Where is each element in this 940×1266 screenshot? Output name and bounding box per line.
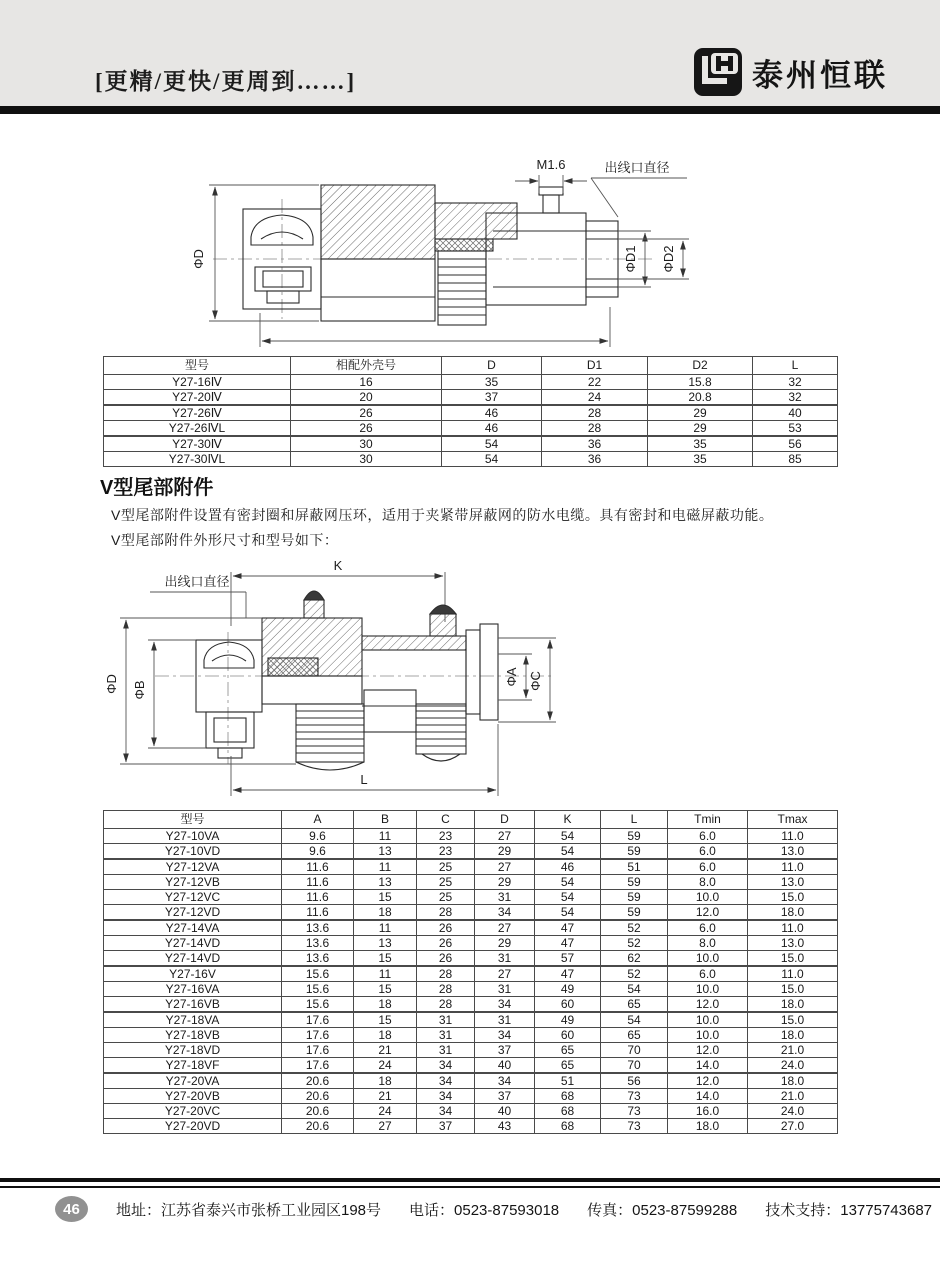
table-cell: 13.6 [282, 936, 354, 951]
table-cell: 73 [601, 1089, 668, 1104]
table-cell: 26 [417, 936, 475, 951]
shell-dimension-table-wrap [103, 356, 837, 467]
table-cell: 24 [354, 1104, 417, 1119]
table-cell: 51 [535, 1073, 601, 1089]
dim-label-a: ΦA [504, 667, 519, 687]
table-cell: 27 [475, 966, 535, 982]
table-cell: Y27-12VB [104, 875, 282, 890]
table-cell: 24.0 [748, 1104, 838, 1119]
table-cell: 15.6 [282, 982, 354, 997]
table-cell: 73 [601, 1119, 668, 1134]
table-cell: Y27-10VD [104, 844, 282, 860]
table-cell: Y27-16V [104, 966, 282, 982]
footer-phone: 电话：0523-87593018 [409, 1201, 560, 1219]
table-cell: 54 [442, 452, 542, 467]
table-cell: 15.0 [748, 1012, 838, 1028]
column-header: D1 [542, 357, 648, 375]
dim-label-thread: M1.6 [536, 157, 566, 172]
table-cell: Y27-14VA [104, 920, 282, 936]
column-header: C [417, 811, 475, 829]
table-row [104, 844, 838, 860]
table-cell: 18.0 [748, 1028, 838, 1043]
column-header: D [442, 357, 542, 375]
table-row [104, 936, 838, 951]
table-cell: 65 [601, 997, 668, 1013]
table-cell: 12.0 [668, 905, 748, 921]
table-cell: 59 [601, 829, 668, 844]
table-cell: 52 [601, 966, 668, 982]
table-cell: 13.0 [748, 844, 838, 860]
table-cell: 8.0 [668, 875, 748, 890]
table-row [104, 1089, 838, 1104]
column-header: L [601, 811, 668, 829]
table-cell: 34 [475, 997, 535, 1013]
table-cell: 11 [354, 920, 417, 936]
column-header: 型号 [104, 357, 291, 375]
table-cell: 31 [417, 1012, 475, 1028]
table-cell: 28 [542, 405, 648, 421]
table-cell: 31 [417, 1043, 475, 1058]
table-cell: 32 [753, 390, 838, 406]
table-cell: 47 [535, 936, 601, 951]
table-cell: 37 [442, 390, 542, 406]
table-cell: 36 [542, 436, 648, 452]
table-cell: Y27-12VC [104, 890, 282, 905]
table-cell: 37 [475, 1089, 535, 1104]
table-cell: 21 [354, 1043, 417, 1058]
table-cell: 28 [417, 982, 475, 997]
table-cell: 25 [417, 859, 475, 875]
table-cell: 10.0 [668, 1012, 748, 1028]
table-cell: 26 [291, 405, 442, 421]
table-cell: Y27-12VD [104, 905, 282, 921]
table-cell: Y27-18VF [104, 1058, 282, 1074]
table-cell: 6.0 [668, 920, 748, 936]
dim-label-d-2: ΦD [104, 674, 119, 694]
table-row [104, 1058, 838, 1074]
table-cell: 12.0 [668, 1043, 748, 1058]
table-cell: Y27-20VA [104, 1073, 282, 1089]
table-cell: Y27-20VD [104, 1119, 282, 1134]
table-cell: 28 [542, 421, 648, 437]
table-cell: 26 [417, 920, 475, 936]
table-row [104, 920, 838, 936]
table-cell: 54 [442, 436, 542, 452]
table-cell: 20.6 [282, 1104, 354, 1119]
table-row [104, 421, 838, 437]
table-cell: Y27-20Ⅳ [104, 390, 291, 406]
v-tail-dimension-table-wrap [103, 810, 837, 1134]
table-cell: 59 [601, 875, 668, 890]
company-logo-icon [694, 48, 742, 96]
table-cell: 52 [601, 920, 668, 936]
table-cell: 15 [354, 982, 417, 997]
table-cell: 73 [601, 1104, 668, 1119]
table-cell: 49 [535, 1012, 601, 1028]
column-header: K [535, 811, 601, 829]
table-cell: 20 [291, 390, 442, 406]
table-cell: 11.0 [748, 859, 838, 875]
dim-label-d2: ΦD2 [661, 245, 676, 273]
table-row [104, 1104, 838, 1119]
table-cell: 12.0 [668, 1073, 748, 1089]
table-cell: 16.0 [668, 1104, 748, 1119]
table-cell: 46 [442, 405, 542, 421]
table-cell: 20.8 [648, 390, 753, 406]
table-cell: 31 [475, 982, 535, 997]
table-cell: 20.6 [282, 1089, 354, 1104]
table-cell: 29 [648, 421, 753, 437]
table-cell: 20.6 [282, 1119, 354, 1134]
table-cell: 52 [601, 936, 668, 951]
dim-label-c: ΦC [528, 671, 543, 691]
table-cell: 40 [475, 1058, 535, 1074]
table-cell: 11.6 [282, 875, 354, 890]
table-cell: Y27-18VD [104, 1043, 282, 1058]
column-header: D [475, 811, 535, 829]
table-cell: Y27-16VA [104, 982, 282, 997]
table-cell: Y27-18VA [104, 1012, 282, 1028]
table-cell: 18 [354, 905, 417, 921]
section-title: V型尾部附件 [100, 477, 214, 499]
table-cell: 27 [475, 920, 535, 936]
table-cell: 10.0 [668, 951, 748, 967]
table-cell: 29 [475, 844, 535, 860]
table-cell: 60 [535, 1028, 601, 1043]
table-cell: 43 [475, 1119, 535, 1134]
table-cell: 21.0 [748, 1089, 838, 1104]
table-cell: 23 [417, 829, 475, 844]
table-cell: 18.0 [668, 1119, 748, 1134]
table-cell: 6.0 [668, 966, 748, 982]
table-cell: 15.0 [748, 951, 838, 967]
section-paragraph-2: V型尾部附件外形尺寸和型号如下： [111, 532, 339, 548]
table-cell: 25 [417, 890, 475, 905]
table-cell: 59 [601, 905, 668, 921]
table-cell: 27 [475, 829, 535, 844]
table-cell: Y27-26Ⅳ [104, 405, 291, 421]
table-cell: 15 [354, 1012, 417, 1028]
dim-label-d: ΦD [191, 249, 206, 269]
table-cell: 11.6 [282, 859, 354, 875]
table-cell: 10.0 [668, 1028, 748, 1043]
column-header: 相配外壳号 [291, 357, 442, 375]
table-cell: 18.0 [748, 1073, 838, 1089]
table-cell: 46 [535, 859, 601, 875]
table-cell: 70 [601, 1058, 668, 1074]
table-cell: 60 [535, 997, 601, 1013]
table-cell: 16 [291, 375, 442, 390]
table-cell: 30 [291, 436, 442, 452]
dim-label-k: K [333, 558, 343, 573]
table-cell: 11 [354, 966, 417, 982]
table-row [104, 1012, 838, 1028]
table-cell: 49 [535, 982, 601, 997]
column-header: L [753, 357, 838, 375]
v-tail-dimension-table [103, 810, 838, 1134]
table-cell: 28 [417, 966, 475, 982]
table-row [104, 452, 838, 467]
table-cell: 54 [601, 982, 668, 997]
table-cell: 17.6 [282, 1028, 354, 1043]
table-cell: 37 [475, 1043, 535, 1058]
table-cell: Y27-10VA [104, 829, 282, 844]
table-cell: 20.6 [282, 1073, 354, 1089]
table-cell: 34 [475, 1073, 535, 1089]
table-cell: 11 [354, 859, 417, 875]
section-paragraph-1: V型尾部附件设置有密封圈和屏蔽网压环，适用于夹紧带屏蔽网的防水电缆。具有密封和电磁屏蔽功能。 [111, 507, 774, 523]
table-cell: 68 [535, 1104, 601, 1119]
table-cell: 18 [354, 997, 417, 1013]
footer-rule-thick [0, 1178, 940, 1182]
table-cell: 11.0 [748, 829, 838, 844]
table-cell: 30 [291, 452, 442, 467]
table-cell: 29 [475, 936, 535, 951]
table-cell: 35 [648, 452, 753, 467]
table-cell: 68 [535, 1089, 601, 1104]
table-cell: 31 [475, 890, 535, 905]
table-row [104, 829, 838, 844]
table-cell: 13.6 [282, 951, 354, 967]
table-row [104, 1043, 838, 1058]
table-cell: 37 [417, 1119, 475, 1134]
dim-label-outlet-2: 出线口直径 [164, 574, 230, 589]
table-cell: 13.6 [282, 920, 354, 936]
table-cell: Y27-30Ⅳ [104, 436, 291, 452]
table-cell: 59 [601, 844, 668, 860]
table-row [104, 951, 838, 967]
table-cell: 54 [535, 905, 601, 921]
table-cell: Y27-20VC [104, 1104, 282, 1119]
table-cell: 34 [417, 1104, 475, 1119]
table-cell: 14.0 [668, 1058, 748, 1074]
table-cell: 10.0 [668, 982, 748, 997]
table-cell: 22 [542, 375, 648, 390]
table-cell: 11.0 [748, 920, 838, 936]
table-cell: 65 [601, 1028, 668, 1043]
table-row [104, 1028, 838, 1043]
table-cell: 26 [417, 951, 475, 967]
table-cell: 28 [417, 905, 475, 921]
table-cell: 15 [354, 890, 417, 905]
table-cell: 31 [417, 1028, 475, 1043]
table-cell: 54 [535, 875, 601, 890]
table-row [104, 436, 838, 452]
table-header-row [104, 811, 838, 829]
table-cell: 34 [417, 1089, 475, 1104]
table-cell: Y27-26ⅣL [104, 421, 291, 437]
table-row [104, 405, 838, 421]
footer-address: 地址：江苏省泰兴市张桥工业园区198号 [116, 1201, 382, 1219]
table-cell: 6.0 [668, 844, 748, 860]
table-cell: 65 [535, 1058, 601, 1074]
table-cell: 12.0 [668, 997, 748, 1013]
table-cell: 21 [354, 1089, 417, 1104]
footer-rule-thin [0, 1186, 940, 1188]
table-cell: 18 [354, 1028, 417, 1043]
dim-label-b: ΦB [132, 680, 147, 700]
table-cell: 13.0 [748, 936, 838, 951]
table-cell: 54 [601, 1012, 668, 1028]
table-cell: 9.6 [282, 844, 354, 860]
table-cell: 62 [601, 951, 668, 967]
table-cell: 34 [417, 1073, 475, 1089]
table-row [104, 982, 838, 997]
table-cell: 59 [601, 890, 668, 905]
table-cell: 68 [535, 1119, 601, 1134]
table-row [104, 375, 838, 390]
table-row [104, 905, 838, 921]
table-cell: 34 [475, 905, 535, 921]
table-cell: 24 [542, 390, 648, 406]
table-cell: 15.6 [282, 966, 354, 982]
table-cell: 54 [535, 844, 601, 860]
page-header [0, 0, 940, 106]
table-cell: 36 [542, 452, 648, 467]
table-cell: 13 [354, 844, 417, 860]
table-cell: 11.0 [748, 966, 838, 982]
table-cell: Y27-18VB [104, 1028, 282, 1043]
table-cell: 40 [753, 405, 838, 421]
header-rule [0, 106, 940, 114]
table-cell: 15 [354, 951, 417, 967]
table-cell: 25 [417, 875, 475, 890]
brand-block [694, 48, 888, 96]
dim-label-d1: ΦD1 [623, 245, 638, 273]
table-cell: 15.0 [748, 890, 838, 905]
table-cell: 35 [648, 436, 753, 452]
table-row [104, 1119, 838, 1134]
table-cell: 27.0 [748, 1119, 838, 1134]
table-cell: Y27-16Ⅳ [104, 375, 291, 390]
technical-drawing-connector-section-1 [185, 147, 700, 352]
table-row [104, 859, 838, 875]
table-cell: 13 [354, 936, 417, 951]
table-cell: 15.6 [282, 997, 354, 1013]
table-cell: 17.6 [282, 1043, 354, 1058]
table-cell: 18.0 [748, 905, 838, 921]
table-cell: 47 [535, 920, 601, 936]
table-cell: 65 [535, 1043, 601, 1058]
table-cell: 34 [475, 1028, 535, 1043]
column-header: Tmax [748, 811, 838, 829]
table-cell: 29 [648, 405, 753, 421]
table-cell: 13 [354, 875, 417, 890]
brand-name: 泰州恒联 [752, 57, 888, 93]
table-row [104, 875, 838, 890]
table-row [104, 997, 838, 1013]
table-cell: 11.6 [282, 905, 354, 921]
table-cell: 17.6 [282, 1012, 354, 1028]
table-cell: 51 [601, 859, 668, 875]
column-header: B [354, 811, 417, 829]
table-cell: 40 [475, 1104, 535, 1119]
table-cell: 35 [442, 375, 542, 390]
technical-drawing-v-tail-section [100, 556, 565, 802]
table-row [104, 966, 838, 982]
table-cell: 46 [442, 421, 542, 437]
table-cell: 9.6 [282, 829, 354, 844]
table-cell: Y27-16VB [104, 997, 282, 1013]
shell-dimension-table [103, 356, 838, 467]
footer-tech-support: 技术支持：13775743687 [765, 1201, 933, 1219]
table-cell: 47 [535, 966, 601, 982]
table-cell: 23 [417, 844, 475, 860]
page-footer [55, 1196, 933, 1222]
table-cell: 8.0 [668, 936, 748, 951]
column-header: Tmin [668, 811, 748, 829]
table-cell: 24 [354, 1058, 417, 1074]
table-cell: 54 [535, 890, 601, 905]
table-row [104, 890, 838, 905]
table-cell: Y27-14VD [104, 936, 282, 951]
table-cell: Y27-14VD [104, 951, 282, 967]
table-cell: Y27-30ⅣL [104, 452, 291, 467]
table-cell: 53 [753, 421, 838, 437]
table-cell: 15.8 [648, 375, 753, 390]
table-cell: 56 [753, 436, 838, 452]
table-cell: 10.0 [668, 890, 748, 905]
table-cell: 34 [417, 1058, 475, 1074]
table-cell: 31 [475, 951, 535, 967]
table-cell: 6.0 [668, 829, 748, 844]
table-cell: 6.0 [668, 859, 748, 875]
table-cell: 31 [475, 1012, 535, 1028]
table-cell: 28 [417, 997, 475, 1013]
column-header: 型号 [104, 811, 282, 829]
table-row [104, 390, 838, 406]
table-cell: 18.0 [748, 997, 838, 1013]
table-cell: 70 [601, 1043, 668, 1058]
column-header: A [282, 811, 354, 829]
dim-label-outlet: 出线口直径 [604, 160, 670, 175]
table-cell: 27 [354, 1119, 417, 1134]
column-header: D2 [648, 357, 753, 375]
table-cell: 11.6 [282, 890, 354, 905]
table-cell: 24.0 [748, 1058, 838, 1074]
table-cell: Y27-12VA [104, 859, 282, 875]
table-cell: 26 [291, 421, 442, 437]
table-cell: 21.0 [748, 1043, 838, 1058]
table-cell: 13.0 [748, 875, 838, 890]
footer-fax: 传真：0523-87599288 [587, 1201, 738, 1219]
table-cell: 57 [535, 951, 601, 967]
table-cell: 17.6 [282, 1058, 354, 1074]
table-cell: Y27-20VB [104, 1089, 282, 1104]
table-cell: 15.0 [748, 982, 838, 997]
table-row [104, 1073, 838, 1089]
table-cell: 32 [753, 375, 838, 390]
table-cell: 18 [354, 1073, 417, 1089]
table-header-row [104, 357, 838, 375]
table-cell: 29 [475, 875, 535, 890]
table-cell: 27 [475, 859, 535, 875]
table-cell: 14.0 [668, 1089, 748, 1104]
dim-label-l: L [360, 772, 368, 787]
table-cell: 56 [601, 1073, 668, 1089]
header-slogan: [更精/更快/更周到……] [95, 69, 357, 94]
page-number-badge: 46 [55, 1196, 88, 1222]
table-cell: 11 [354, 829, 417, 844]
table-cell: 54 [535, 829, 601, 844]
table-cell: 85 [753, 452, 838, 467]
